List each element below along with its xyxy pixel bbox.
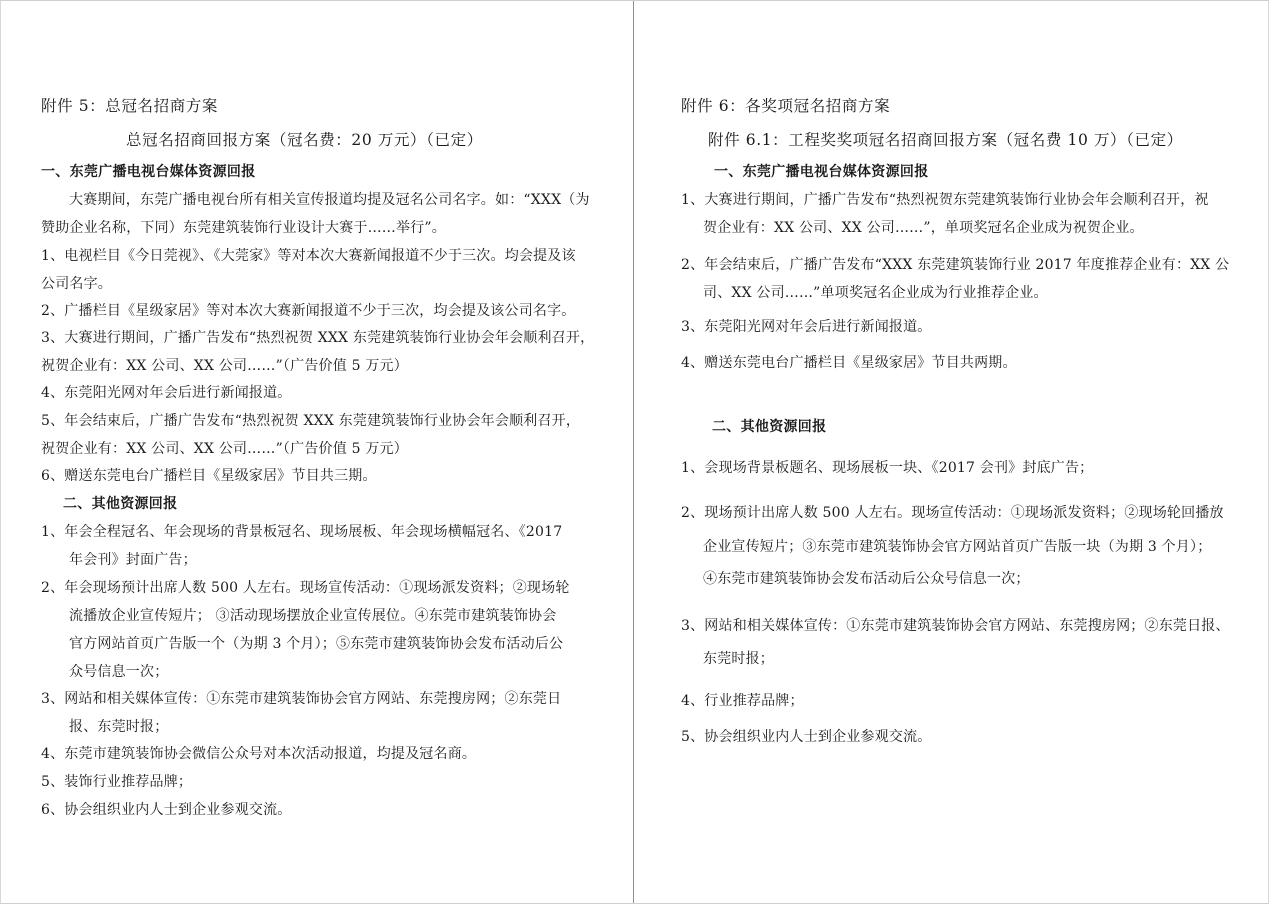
list-item: 4、行业推荐品牌； bbox=[681, 693, 804, 709]
list-item: 5、年会结束后，广播广告发布“热烈祝贺 XXX 东莞建筑装饰行业协会年会顺利召开， bbox=[41, 413, 581, 429]
list-item: 2、现场预计出席人数 500 人左右。现场宣传活动：①现场派发资料；②现场轮回播放 bbox=[681, 505, 1224, 521]
list-item: 1、大赛进行期间，广播广告发布“热烈祝贺东莞建筑装饰行业协会年会顺利召开，祝 bbox=[681, 192, 1209, 208]
list-item: 6、协会组织业内人士到企业参观交流。 bbox=[41, 802, 292, 818]
section-2-heading: 二、其他资源回报 bbox=[63, 496, 178, 512]
attachment-6-title: 附件 6：各奖项冠名招商方案 bbox=[681, 97, 891, 115]
list-item: 1、年会全程冠名、年会现场的背景板冠名、现场展板、年会现场横幅冠名、《2017 bbox=[41, 524, 563, 540]
list-item-continuation: 司、XX 公司……”单项奖冠名企业成为行业推荐企业。 bbox=[703, 285, 1048, 301]
list-item-continuation: 祝贺企业有：XX 公司、XX 公司……”（广告价值 5 万元） bbox=[41, 358, 408, 374]
list-item: 1、电视栏目《今日莞视》、《大莞家》等对本次大赛新闻报道不少于三次。均会提及该 bbox=[41, 248, 576, 264]
list-item: 2、年会现场预计出席人数 500 人左右。现场宣传活动：①现场派发资料；②现场轮 bbox=[41, 580, 570, 596]
plan-title: 附件 6.1：工程奖奖项冠名招商回报方案（冠名费 10 万）（已定） bbox=[708, 131, 1183, 149]
intro-paragraph-line: 赞助企业名称，下同）东莞建筑装饰行业设计大赛于……举行”。 bbox=[41, 220, 446, 236]
list-item: 3、网站和相关媒体宣传：①东莞市建筑装饰协会官方网站、东莞搜房网；②东莞日 bbox=[41, 691, 562, 707]
list-item-continuation: 流播放企业宣传短片； ③活动现场摆放企业宣传展位。④东莞市建筑装饰协会 bbox=[69, 608, 557, 624]
attachment-5-title: 附件 5：总冠名招商方案 bbox=[41, 97, 218, 115]
list-item: 6、赠送东莞电台广播栏目《星级家居》节目共三期。 bbox=[41, 468, 377, 484]
list-item-continuation: 贺企业有：XX 公司、XX 公司……”，单项奖冠名企业成为祝贺企业。 bbox=[703, 220, 1144, 236]
list-item: 3、大赛进行期间，广播广告发布“热烈祝贺 XXX 东莞建筑装饰行业协会年会顺利召开， bbox=[41, 330, 595, 346]
list-item: 3、东莞阳光网对年会后进行新闻报道。 bbox=[681, 319, 932, 335]
list-item-continuation: 官方网站首页广告版一个（为期 3 个月）；⑤东莞市建筑装饰协会发布活动后公 bbox=[69, 636, 564, 652]
list-item: 4、东莞阳光网对年会后进行新闻报道。 bbox=[41, 385, 292, 401]
plan-title: 总冠名招商回报方案（冠名费：20 万元）（已定） bbox=[126, 131, 483, 149]
list-item-continuation: 公司名字。 bbox=[41, 276, 112, 292]
list-item: 1、会现场背景板题名、现场展板一块、《2017 会刊》封底广告； bbox=[681, 460, 1094, 476]
list-item: 2、年会结束后，广播广告发布“XXX 东莞建筑装饰行业 2017 年度推荐企业有：XX 公 bbox=[681, 257, 1230, 273]
list-item: 3、网站和相关媒体宣传：①东莞市建筑装饰协会官方网站、东莞搜房网；②东莞日报、 bbox=[681, 618, 1230, 634]
list-item: 5、协会组织业内人士到企业参观交流。 bbox=[681, 729, 932, 745]
list-item: 4、赠送东莞电台广播栏目《星级家居》节目共两期。 bbox=[681, 355, 1017, 371]
list-item: 5、装饰行业推荐品牌； bbox=[41, 774, 193, 790]
list-item-continuation: 报、东莞时报； bbox=[69, 719, 169, 735]
list-item-continuation: 祝贺企业有：XX 公司、XX 公司……”（广告价值 5 万元） bbox=[41, 441, 408, 457]
left-page bbox=[0, 1, 633, 903]
list-item: 2、广播栏目《星级家居》等对本次大赛新闻报道不少于三次，均会提及该公司名字。 bbox=[41, 303, 576, 319]
list-item-continuation: 东莞时报； bbox=[703, 651, 774, 667]
list-item: 4、东莞市建筑装饰协会微信公众号对本次活动报道，均提及冠名商。 bbox=[41, 746, 477, 762]
list-item-continuation: 年会刊》封面广告； bbox=[69, 552, 197, 568]
section-1-heading: 一、东莞广播电视台媒体资源回报 bbox=[714, 164, 929, 180]
list-item-continuation: ④东莞市建筑装饰协会发布活动后公众号信息一次； bbox=[703, 571, 1030, 587]
intro-paragraph-line: 大赛期间，东莞广播电视台所有相关宣传报道均提及冠名公司名字。如：“XXX（为 bbox=[69, 192, 590, 208]
right-page bbox=[634, 1, 1269, 903]
list-item-continuation: 众号信息一次； bbox=[69, 664, 169, 680]
list-item-continuation: 企业宣传短片；③东莞市建筑装饰协会官方网站首页广告版一块（为期 3 个月）； bbox=[703, 539, 1212, 555]
section-2-heading: 二、其他资源回报 bbox=[712, 419, 827, 435]
section-1-heading: 一、东莞广播电视台媒体资源回报 bbox=[41, 164, 256, 180]
